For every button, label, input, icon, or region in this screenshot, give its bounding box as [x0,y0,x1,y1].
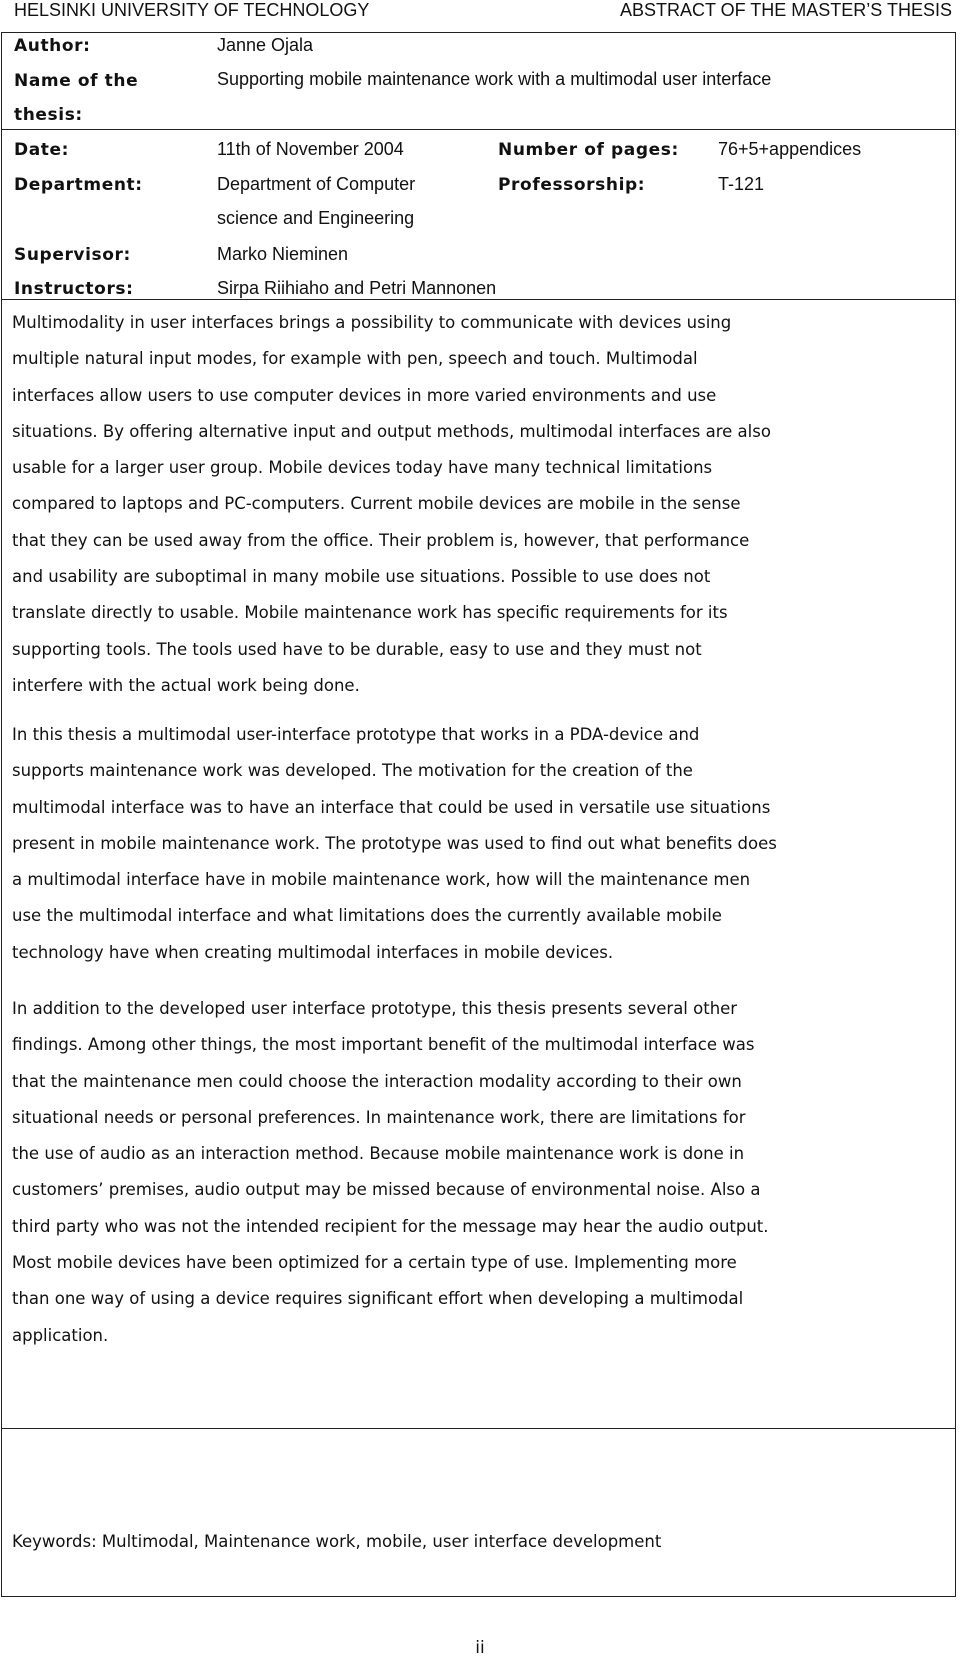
supervisor-value: Marko Nieminen [217,244,349,264]
author-label: Author: [14,36,91,56]
thesis-label-cont: thesis: [14,105,83,125]
professorship-value: T-121 [718,174,765,194]
page-header [14,0,952,26]
abstract-paragraph-2: In this thesis a multimodal user-interface prototype that works in a PDA-device and supports maintenance work was developed. The motivation for the creation of the multimodal interface was to have an interface that could be used in versatile use situations present in mobile maintenance work. The prototype was used to find out what benefits does a multimodal interface have in mobile maintenance work, how will the maintenance men use the multimodal interface and what limitations does the currently available mobile technology have when creating multimodal interfaces in mobile devices. [12,725,777,962]
pages-label: Number of pages: [498,140,679,160]
department-label: Department: [14,175,143,195]
thesis-title: Supporting mobile maintenance work with a multimodal user interface [217,69,772,89]
professorship-label: Professorship: [498,175,646,195]
department-value: Department of Computer [217,174,416,194]
keywords: Keywords: Multimodal, Maintenance work, mobile, user interface development [12,1532,662,1551]
supervisor-label: Supervisor: [14,245,131,265]
thesis-label: Name of the [14,71,139,91]
university-name: HELSINKI UNIVERSITY OF TECHNOLOGY [14,0,370,20]
instructors-label: Instructors: [14,279,134,299]
author-value: Janne Ojala [217,35,314,55]
instructors-value: Sirpa Riihiaho and Petri Mannonen [217,278,497,298]
pages-value: 76+5+appendices [718,139,862,159]
date-label: Date: [14,140,70,160]
divider [2,1428,955,1429]
document-type: ABSTRACT OF THE MASTER’S THESIS [619,0,952,20]
date-value: 11th of November 2004 [217,139,404,159]
divider [2,299,955,300]
divider [2,129,955,130]
abstract-paragraph-3: In addition to the developed user interface prototype, this thesis presents several other findings. Among other things, the most important benefit of the multimodal interface was that the maintenance men could choose the interaction modality according to their own situational needs or personal preferences. In maintenance work, there are limitations for the use of audio as an interaction method. Because mobile maintenance work is done in customers’ premises, audio output may be missed because of environmental noise. Also a third party who was not the intended recipient for the message may hear the audio output. Most mobile devices have been optimized for a certain type of use. Implementing more than one way of using a device requires significant effort when developing a multimodal application. [12,999,769,1345]
page-number: ii [475,1638,485,1658]
abstract-paragraph-1: Multimodality in user interfaces brings a possibility to communicate with devices using multiple natural input modes, for example with pen, speech and touch. Multimodal interfaces allow users to use computer devices in more varied environments and use situations. By offering alternative input and output methods, multimodal interfaces are also usable for a larger user group. Mobile devices today have many technical limitations compared to laptops and PC-computers. Current mobile devices are mobile in the sense that they can be used away from the office. Their problem is, however, that performance and usability are suboptimal in many mobile use situations. Possible to use does not translate directly to usable. Mobile maintenance work has specific requirements for its supporting tools. The tools used have to be durable, easy to use and they must not interfere with the actual work being done. [12,313,771,695]
department-value-cont: science and Engineering [217,208,415,228]
